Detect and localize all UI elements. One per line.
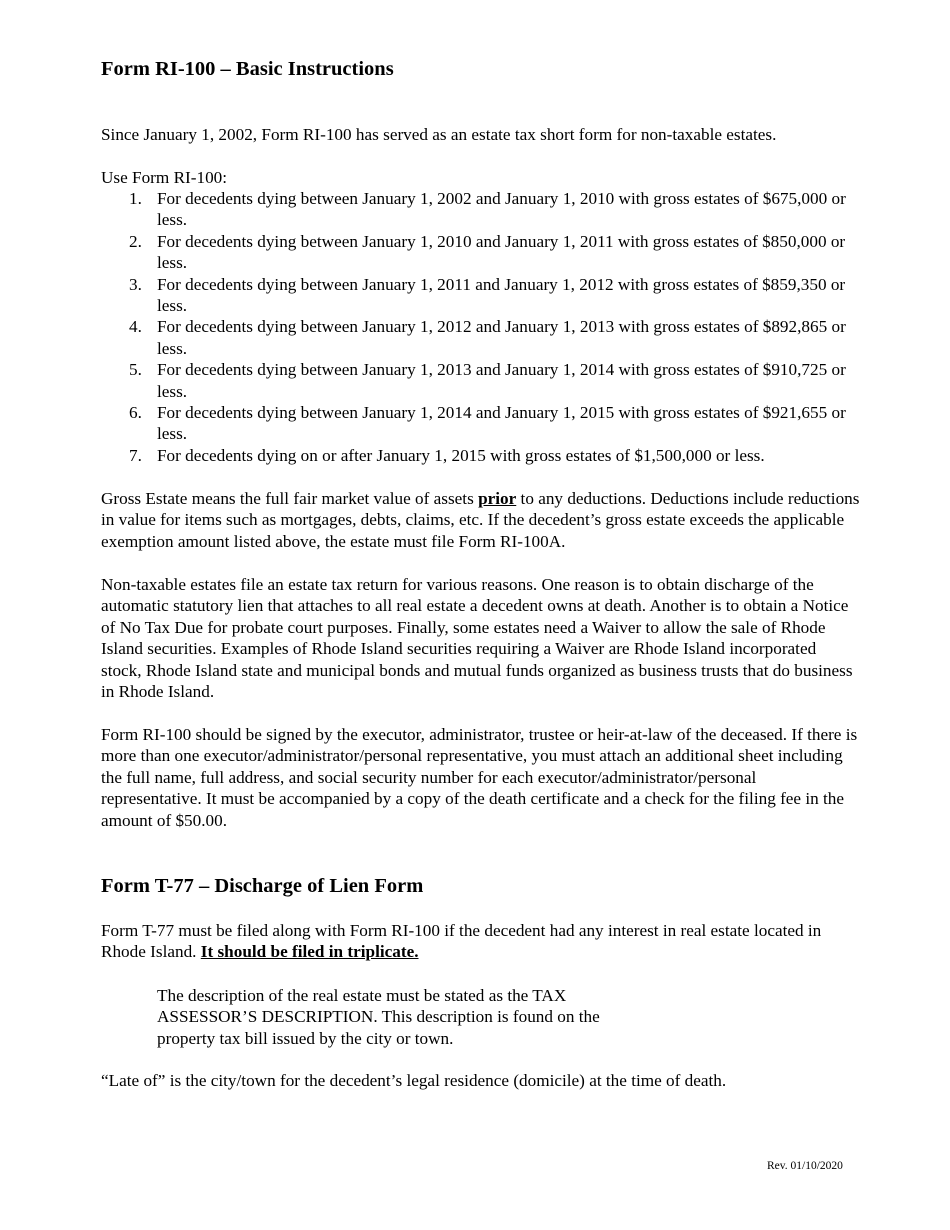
gross-estate-text-start: Gross Estate means the full fair market value of assets [101,489,479,508]
list-item [101,402,857,445]
list-item-text: For decedents dying between January 1, 2002 and January 1, 2010 with gross estates of $675,000 or less. [157,189,846,230]
list-item [101,188,857,231]
use-form-label: Use Form RI-100: [101,168,228,187]
list-item-number: 2. [129,231,142,251]
list-item [101,274,857,317]
late-of-paragraph: “Late of” is the city/town for the decedent’s legal residence (domicile) at the time of death. [101,1071,727,1090]
gross-estate-paragraph [101,488,861,552]
list-item [101,231,857,274]
list-item-text: For decedents dying between January 1, 2012 and January 1, 2013 with gross estates of $892,865 or less. [157,317,846,358]
triplicate-emphasis: It should be filed in triplicate. [200,942,419,962]
list-item-number: 6. [129,403,142,423]
list-item-number: 7. [129,445,142,465]
section-title-t77: Form T-77 – Discharge of Lien Form [101,875,424,897]
list-item-number: 3. [129,274,142,294]
t77-text: Form T-77 must be filed along with Form RI-100 if the decedent had any interest in real estate located in Rhode Island. [101,921,822,962]
list-item-text: For decedents dying on or after January 1, 2015 with gross estates of $1,500,000 or less. [157,445,765,465]
section-title-ri100: Form RI-100 – Basic Instructions [101,58,394,80]
prior-emphasis: prior [478,489,517,508]
list-item-text: For decedents dying between January 1, 2010 and January 1, 2011 with gross estates of $850,000 or less. [157,231,846,273]
non-taxable-paragraph: Non-taxable estates file an estate tax return for various reasons. One reason is to obtain discharge of the automatic statutory lien that attaches to all real estate a decedent owns at death. Another is to obtain a Notice of No Tax Due for probate court purposes. Finally, some estates need a Waiver to allow the sale of Rhode Island securities. Examples of Rhode Island securities requiring a Waiver are Rhode Island incorporated stock, Rhode Island state and municipal bonds and mutual funds organized as business trusts that do business in Rhode Island. [101,575,853,702]
list-item [101,316,857,359]
tax-assessor-note: The description of the real estate must be stated as the TAX ASSESSOR’S DESCRIPTION. This description is found on the property tax bill issued by the city or town. [157,986,600,1048]
t77-paragraph [101,920,861,963]
list-item-number: 5. [129,360,142,380]
exemption-list [101,188,861,466]
list-item-number: 4. [129,317,142,337]
list-item [101,359,857,402]
signature-paragraph: Form RI-100 should be signed by the executor, administrator, trustee or heir-at-law of the deceased. If there is more than one executor/administrator/personal representative, you must attach an additional sheet including the full name, full address, and social security number for each executor/administrator/personal representative. It must be accompanied by a copy of the death certificate and a check for the filing fee in the amount of $50.00. [101,725,858,830]
list-item-number: 1. [129,189,142,208]
list-item-text: For decedents dying between January 1, 2013 and January 1, 2014 with gross estates of $910,725 or less. [157,360,846,401]
intro-paragraph: Since January 1, 2002, Form RI-100 has served as an estate tax short form for non-taxable estates. [101,125,777,144]
list-item-text: For decedents dying between January 1, 2014 and January 1, 2015 with gross estates of $921,655 or less. [157,403,846,444]
list-item [101,445,857,466]
revision-date: Rev. 01/10/2020 [767,1160,843,1172]
list-item-text: For decedents dying between January 1, 2011 and January 1, 2012 with gross estates of $859,350 or less. [157,274,846,316]
gross-estate-text-end: to any deductions. Deductions include reductions in value for items such as mortgages, debts, claims, etc. If the decedent’s gross estate exceeds the applicable exemption amount listed above, the estate must file Form RI-100A. [101,489,860,551]
